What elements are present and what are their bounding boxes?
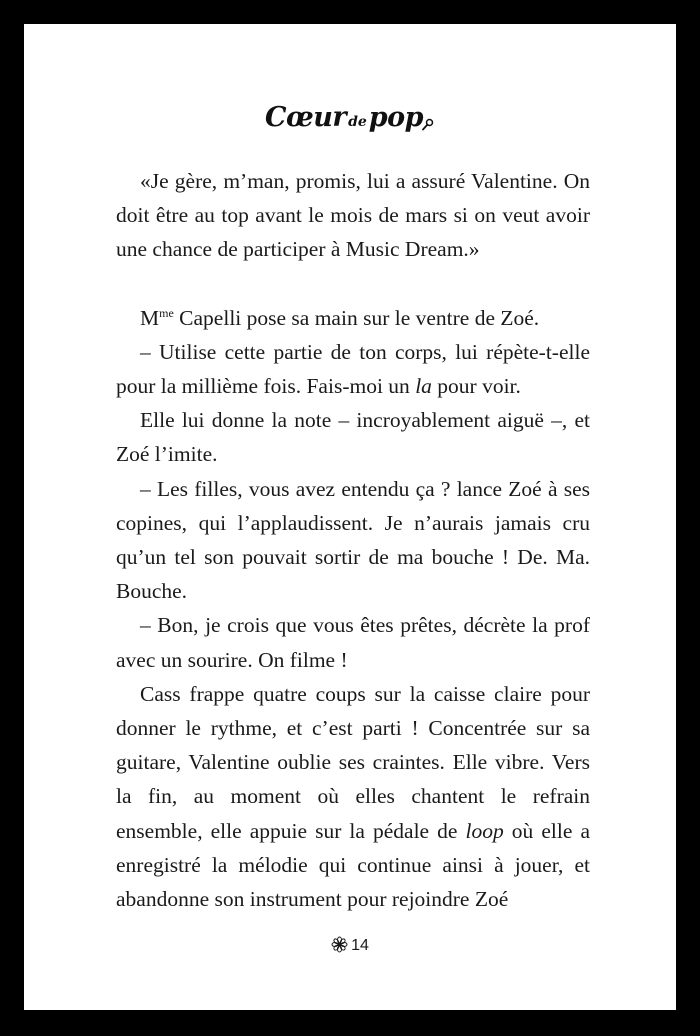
book-page <box>24 24 676 1010</box>
header-title-de: de <box>348 114 367 130</box>
header-title-coeur: Cœur <box>264 102 347 133</box>
paragraph: – Utilise cette partie de ton corps, lui répète-t-elle pour la millième fois. Fais-moi un la pour voir. <box>116 339 590 399</box>
page-footer <box>24 936 676 958</box>
paragraph: – Bon, je crois que vous êtes prêtes, décrète la prof avec un sourire. On filme ! <box>116 613 590 672</box>
header-title-pop: pop <box>368 102 424 133</box>
paragraph: Cass frappe quatre coups sur la caisse claire pour donner le rythme, et c’est parti ! Concentrée sur sa guitare, Valentine oublie ses craintes. Elle vibre. Vers la fin, au moment où elles chantent le refrain ensemble, elle appuie sur la pédale de loop où elle a enregistré la mélodie qui continue ainsi à jouer, et abandonne son instrument pour rejoindre Zoé <box>116 681 590 912</box>
chapter-text <box>116 164 590 916</box>
flower-icon <box>331 936 348 958</box>
microphone-icon <box>421 118 435 135</box>
paragraph: – Les filles, vous avez entendu ça ? lance Zoé à ses copines, qui l’applaudissent. Je n’aurais jamais cru qu’un tel son pouvait sortir de ma bouche ! De. Ma. Bouche. <box>116 476 590 604</box>
paragraph: Elle lui donne la note – incroyablement aiguë –, et Zoé l’imite. <box>116 408 590 467</box>
running-header <box>24 104 676 135</box>
paragraph: «Je gère, m’man, promis, lui a assuré Valentine. On doit être au top avant le mois de mars si on veut avoir une chance de participer à Music Dream.» <box>116 169 590 262</box>
paragraph: $M^{me}$ Capelli pose sa main sur le ventre de Zoé. <box>140 305 540 330</box>
page-number: 14 <box>351 937 369 954</box>
